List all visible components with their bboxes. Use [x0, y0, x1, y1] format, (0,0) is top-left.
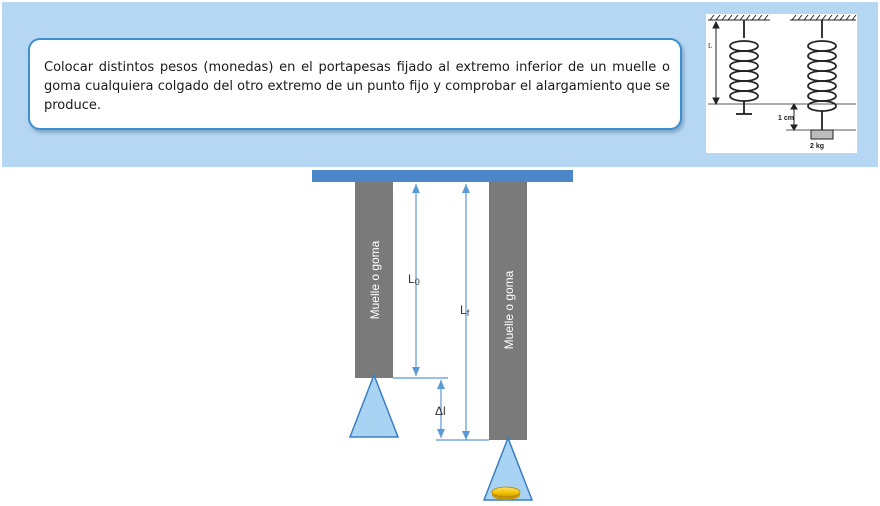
delta-arrow-bottom: [437, 429, 445, 438]
l0-arrow-top: [412, 184, 420, 193]
lf-arrow-top: [462, 184, 470, 193]
l0-label-sub: 0: [414, 277, 420, 287]
delta-label: Δl: [435, 404, 446, 418]
support-bar: [312, 170, 573, 182]
lf-label-sub: f: [466, 308, 470, 318]
spring-left-label: Muelle o goma: [368, 240, 382, 320]
l0-arrow-bottom: [412, 367, 420, 376]
l0-label-main: L: [408, 272, 415, 286]
thumbnail-one-cm-label: 1 cm: [778, 115, 794, 122]
thumbnail-mass-label: 2 kg: [810, 143, 825, 150]
thumbnail-length-label: L: [708, 42, 713, 50]
l0-label: [408, 272, 420, 287]
lf-label: [460, 303, 470, 318]
instruction-text: Colocar distintos pesos (monedas) en el portapesas fijado al extremo inferior de un muelle o goma cualquiera colgado del otro extremo de un punto fijo y comprobar el alargamiento que se produce.: [44, 60, 670, 113]
lf-arrow-bottom: [462, 431, 470, 440]
delta-arrow-top: [437, 380, 445, 389]
coin: [492, 487, 520, 500]
weight-pan-left: [350, 375, 398, 437]
lf-label-main: L: [460, 303, 467, 317]
spring-right-label: Muelle o goma: [502, 270, 516, 350]
